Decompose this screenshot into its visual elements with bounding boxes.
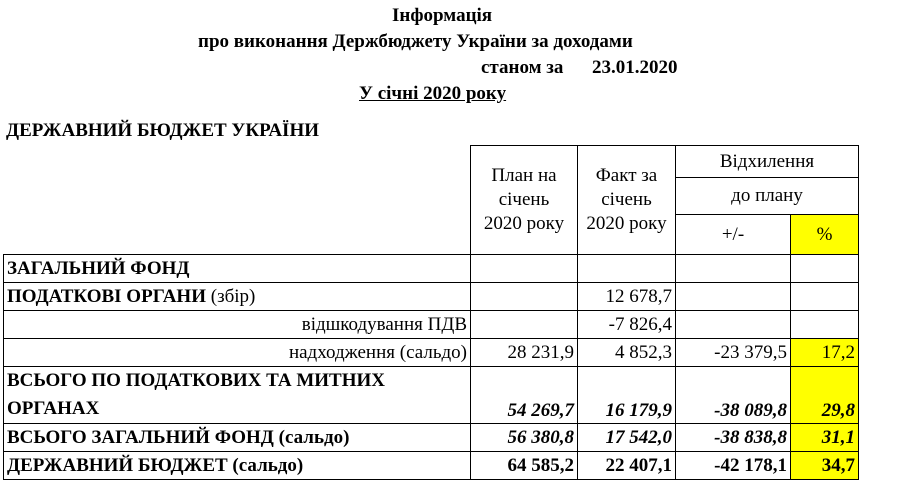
fact-cell: -7 826,4	[578, 311, 676, 339]
row-label: відшкодування ПДВ	[4, 311, 471, 339]
report-date-prefix: станом за	[481, 57, 564, 78]
abs-cell	[676, 283, 791, 311]
fact-cell: 4 852,3	[578, 339, 676, 367]
abs-cell: -38 838,8	[676, 424, 791, 452]
fact-cell	[578, 255, 676, 283]
row-label: ВСЬОГО ЗАГАЛЬНИЙ ФОНД (сальдо)	[4, 424, 471, 452]
fact-header-line: січень	[601, 189, 652, 210]
report-title: Інформація	[392, 5, 493, 26]
row-label	[4, 367, 471, 424]
table-row	[4, 452, 859, 480]
pct-cell: 29,8	[791, 367, 859, 424]
fact-column-header	[578, 146, 676, 255]
table-header-row	[4, 146, 859, 178]
plan-cell: 54 269,7	[471, 367, 578, 424]
table-row	[4, 367, 859, 424]
report-subtitle: про виконання Держбюджету України за доходами	[198, 31, 633, 52]
plan-header-line: січень	[498, 189, 550, 210]
plan-header-line: План на	[491, 165, 557, 186]
row-label: ДЕРЖАВНИЙ БЮДЖЕТ (сальдо)	[4, 452, 471, 480]
fact-cell: 17 542,0	[578, 424, 676, 452]
budget-table	[3, 145, 859, 480]
report-period: У січні 2020 року	[359, 83, 507, 104]
row-label-suffix: (збір)	[206, 285, 256, 307]
table-row	[4, 339, 859, 367]
deviation-header: Відхилення	[676, 146, 859, 178]
fact-cell: 22 407,1	[578, 452, 676, 480]
table-row	[4, 424, 859, 452]
row-label: ЗАГАЛЬНИЙ ФОНД	[4, 255, 471, 283]
plan-cell: 64 585,2	[471, 452, 578, 480]
pct-cell	[791, 255, 859, 283]
fact-cell: 12 678,7	[578, 283, 676, 311]
pct-cell: 31,1	[791, 424, 859, 452]
fact-header-line: 2020 року	[586, 213, 667, 234]
report-header	[0, 0, 902, 110]
table-row	[4, 311, 859, 339]
fact-header-line: Факт за	[595, 165, 658, 186]
header-empty-cell	[4, 146, 471, 255]
to-plan-header: до плану	[676, 178, 859, 215]
pct-cell	[791, 283, 859, 311]
abs-cell: -23 379,5	[676, 339, 791, 367]
plan-header-line: 2020 року	[483, 213, 565, 234]
section-title: ДЕРЖАВНИЙ БЮДЖЕТ УКРАЇНИ	[6, 120, 319, 141]
plan-cell	[471, 283, 578, 311]
report-date: 23.01.2020	[592, 57, 678, 78]
plan-cell: 56 380,8	[471, 424, 578, 452]
row-label: надходження (сальдо)	[4, 339, 471, 367]
plan-cell	[471, 255, 578, 283]
abs-cell	[676, 255, 791, 283]
abs-cell: -42 178,1	[676, 452, 791, 480]
row-label-main: ПОДАТКОВІ ОРГАНИ	[7, 285, 206, 307]
plan-cell	[471, 311, 578, 339]
row-label-line: ВСЬОГО ПО ПОДАТКОВИХ ТА МИТНИХ	[7, 370, 385, 391]
plan-column-header	[471, 146, 578, 255]
table-row	[4, 255, 859, 283]
pct-cell: 34,7	[791, 452, 859, 480]
table-row	[4, 283, 859, 311]
abs-deviation-header: +/-	[676, 215, 791, 255]
fact-cell: 16 179,9	[578, 367, 676, 424]
pct-cell: 17,2	[791, 339, 859, 367]
pct-cell	[791, 311, 859, 339]
row-label	[4, 283, 471, 311]
abs-cell: -38 089,8	[676, 367, 791, 424]
plan-cell: 28 231,9	[471, 339, 578, 367]
row-label-line: ОРГАНАХ	[7, 398, 100, 419]
abs-cell	[676, 311, 791, 339]
pct-deviation-header: %	[791, 215, 859, 255]
